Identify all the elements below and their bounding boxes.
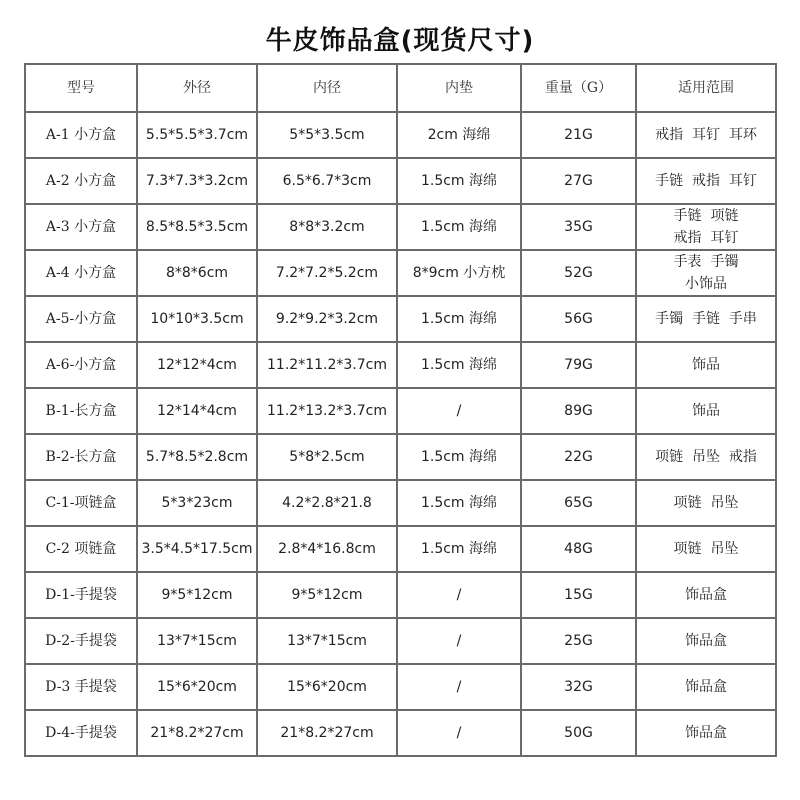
- weight-cell: 52G: [521, 250, 636, 296]
- usage-line: 项链 吊坠: [673, 495, 739, 511]
- inner-size-cell: 9*5*12cm: [257, 572, 397, 618]
- weight-cell: 21G: [521, 112, 636, 158]
- padding-cell: 1.5cm 海绵: [397, 342, 521, 388]
- weight-cell: 35G: [521, 204, 636, 250]
- header-usage: 适用范围: [636, 64, 776, 112]
- inner-size-cell: 5*5*3.5cm: [257, 112, 397, 158]
- model-cell: A-1 小方盒: [25, 112, 137, 158]
- model-cell: D-4-手提袋: [25, 710, 137, 756]
- inner-size-cell: 7.2*7.2*5.2cm: [257, 250, 397, 296]
- usage-cell: [636, 296, 776, 342]
- table-row: [25, 250, 776, 296]
- usage-line: 手镯 手链 手串: [655, 311, 757, 327]
- size-spec-table: [24, 63, 777, 757]
- padding-cell: 1.5cm 海绵: [397, 204, 521, 250]
- inner-size-cell: 5*8*2.5cm: [257, 434, 397, 480]
- outer-size-cell: 15*6*20cm: [137, 664, 257, 710]
- table-row: [25, 342, 776, 388]
- model-cell: C-2 项链盒: [25, 526, 137, 572]
- usage-cell: [636, 158, 776, 204]
- padding-cell: 1.5cm 海绵: [397, 480, 521, 526]
- usage-cell: [636, 618, 776, 664]
- inner-size-cell: 11.2*11.2*3.7cm: [257, 342, 397, 388]
- usage-line: 项链 吊坠 戒指: [655, 449, 757, 465]
- weight-cell: 56G: [521, 296, 636, 342]
- table-row: [25, 618, 776, 664]
- usage-cell: [636, 112, 776, 158]
- outer-size-cell: 13*7*15cm: [137, 618, 257, 664]
- padding-cell: 2cm 海绵: [397, 112, 521, 158]
- padding-cell: /: [397, 388, 521, 434]
- usage-cell: [636, 664, 776, 710]
- padding-cell: /: [397, 572, 521, 618]
- usage-line: 戒指 耳钉 耳环: [655, 127, 757, 143]
- padding-cell: 1.5cm 海绵: [397, 296, 521, 342]
- outer-size-cell: 21*8.2*27cm: [137, 710, 257, 756]
- usage-line: 项链 吊坠: [673, 541, 739, 557]
- header-inner-size: 内径: [257, 64, 397, 112]
- padding-cell: 1.5cm 海绵: [397, 434, 521, 480]
- padding-cell: 1.5cm 海绵: [397, 158, 521, 204]
- inner-size-cell: 4.2*2.8*21.8: [257, 480, 397, 526]
- model-cell: A-5-小方盒: [25, 296, 137, 342]
- table-row: [25, 388, 776, 434]
- usage-line: 饰品盒: [685, 679, 727, 695]
- usage-line: 饰品盒: [685, 633, 727, 649]
- weight-cell: 32G: [521, 664, 636, 710]
- model-cell: A-2 小方盒: [25, 158, 137, 204]
- inner-size-cell: 9.2*9.2*3.2cm: [257, 296, 397, 342]
- inner-size-cell: 15*6*20cm: [257, 664, 397, 710]
- table-row: [25, 158, 776, 204]
- weight-cell: 50G: [521, 710, 636, 756]
- table-body: [25, 112, 776, 756]
- outer-size-cell: 12*12*4cm: [137, 342, 257, 388]
- weight-cell: 22G: [521, 434, 636, 480]
- table-row: [25, 204, 776, 250]
- usage-line: 手链 项链: [673, 208, 739, 224]
- usage-line: 手表 手镯: [673, 254, 739, 270]
- table-row: [25, 526, 776, 572]
- model-cell: B-1-长方盒: [25, 388, 137, 434]
- weight-cell: 27G: [521, 158, 636, 204]
- usage-line: 饰品: [692, 357, 720, 373]
- model-cell: C-1-项链盒: [25, 480, 137, 526]
- weight-cell: 65G: [521, 480, 636, 526]
- model-cell: A-4 小方盒: [25, 250, 137, 296]
- padding-cell: /: [397, 618, 521, 664]
- usage-line: 饰品盒: [685, 587, 727, 603]
- weight-cell: 89G: [521, 388, 636, 434]
- model-cell: B-2-长方盒: [25, 434, 137, 480]
- inner-size-cell: 21*8.2*27cm: [257, 710, 397, 756]
- inner-size-cell: 13*7*15cm: [257, 618, 397, 664]
- padding-cell: /: [397, 710, 521, 756]
- page-title: 牛皮饰品盒(现货尺寸): [265, 26, 535, 56]
- model-cell: D-2-手提袋: [25, 618, 137, 664]
- weight-cell: 25G: [521, 618, 636, 664]
- inner-size-cell: 2.8*4*16.8cm: [257, 526, 397, 572]
- table-row: [25, 112, 776, 158]
- header-padding: 内垫: [397, 64, 521, 112]
- model-cell: D-1-手提袋: [25, 572, 137, 618]
- table-row: [25, 664, 776, 710]
- outer-size-cell: 3.5*4.5*17.5cm: [137, 526, 257, 572]
- usage-line: 戒指 耳钉: [673, 230, 739, 246]
- outer-size-cell: 5*3*23cm: [137, 480, 257, 526]
- usage-cell: [636, 388, 776, 434]
- outer-size-cell: 8*8*6cm: [137, 250, 257, 296]
- usage-cell: [636, 526, 776, 572]
- weight-cell: 15G: [521, 572, 636, 618]
- table-row: [25, 710, 776, 756]
- outer-size-cell: 12*14*4cm: [137, 388, 257, 434]
- usage-cell: [636, 480, 776, 526]
- weight-cell: 79G: [521, 342, 636, 388]
- header-weight: 重量（G）: [521, 64, 636, 112]
- table-row: [25, 434, 776, 480]
- outer-size-cell: 5.7*8.5*2.8cm: [137, 434, 257, 480]
- outer-size-cell: 7.3*7.3*3.2cm: [137, 158, 257, 204]
- usage-line: 手链 戒指 耳钉: [655, 173, 757, 189]
- usage-cell: [636, 710, 776, 756]
- model-cell: D-3 手提袋: [25, 664, 137, 710]
- inner-size-cell: 6.5*6.7*3cm: [257, 158, 397, 204]
- inner-size-cell: 11.2*13.2*3.7cm: [257, 388, 397, 434]
- model-cell: A-6-小方盒: [25, 342, 137, 388]
- outer-size-cell: 9*5*12cm: [137, 572, 257, 618]
- usage-cell: [636, 204, 776, 250]
- outer-size-cell: 5.5*5.5*3.7cm: [137, 112, 257, 158]
- usage-line: 饰品: [692, 403, 720, 419]
- table-row: [25, 480, 776, 526]
- weight-cell: 48G: [521, 526, 636, 572]
- usage-cell: [636, 342, 776, 388]
- padding-cell: /: [397, 664, 521, 710]
- model-cell: A-3 小方盒: [25, 204, 137, 250]
- usage-cell: [636, 572, 776, 618]
- header-outer-size: 外径: [137, 64, 257, 112]
- padding-cell: 8*9cm 小方枕: [397, 250, 521, 296]
- outer-size-cell: 10*10*3.5cm: [137, 296, 257, 342]
- inner-size-cell: 8*8*3.2cm: [257, 204, 397, 250]
- usage-line: 小饰品: [685, 276, 727, 292]
- table-row: [25, 296, 776, 342]
- table-row: [25, 572, 776, 618]
- outer-size-cell: 8.5*8.5*3.5cm: [137, 204, 257, 250]
- usage-line: 饰品盒: [685, 725, 727, 741]
- usage-cell: [636, 434, 776, 480]
- table-header-row: [25, 64, 776, 112]
- header-model: 型号: [25, 64, 137, 112]
- usage-cell: [636, 250, 776, 296]
- padding-cell: 1.5cm 海绵: [397, 526, 521, 572]
